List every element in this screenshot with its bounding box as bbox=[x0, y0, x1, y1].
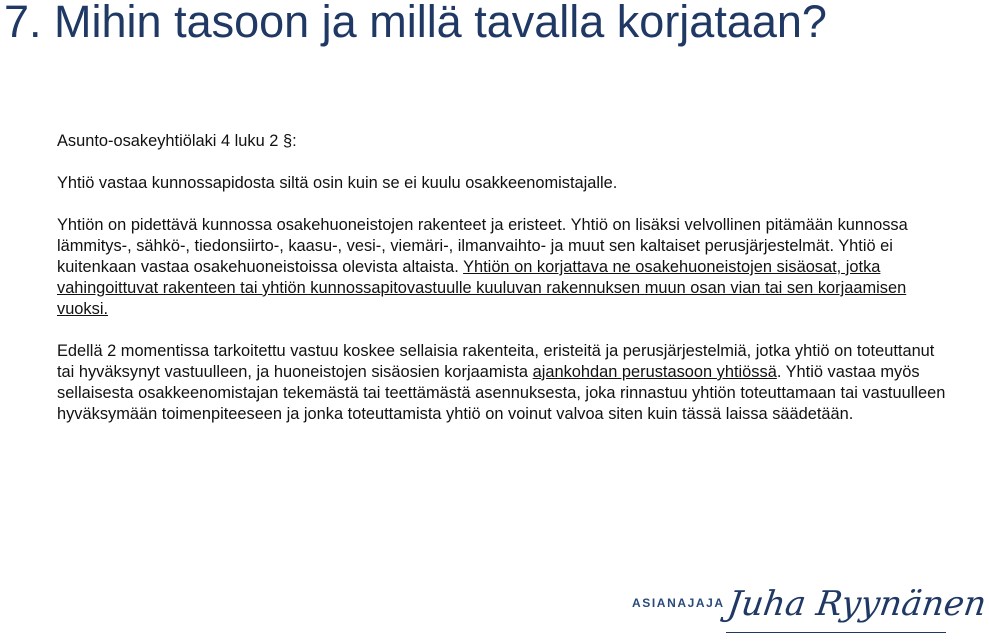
paragraph-structures-text: Yhtiön on pidettävä kunnossa osakehuoneistojen rakenteet ja eristeet. Yhtiö on lisäksi velvollinen pitämään kunnossa lämmitys-, sähkö-, tiedonsiirto-, kaasu-, vesi-, viemäri-, ilmanvaihto- ja muut sen kaltaiset perusjärjestelmät. Yhtiö ei kuitenkaan vastaa osakehuoneistoissa olevista altaista. bbox=[57, 216, 908, 276]
logo-small-text: ASIANAJAJA bbox=[632, 596, 725, 610]
paragraph-scope-text-1: Edellä 2 momentissa tarkoitettu vastuu koskee sellaisia rakenteita, eristeitä ja perusjärjestelmiä, jotka yhtiö on toteuttanut tai hyväksynyt vastuulleen, ja huoneistojen sisäosien korjaamista bbox=[57, 342, 935, 381]
logo-underline bbox=[726, 632, 946, 633]
logo-name: Juha Ryynänen bbox=[725, 584, 989, 624]
law-reference: Asunto-osakeyhtiölaki 4 luku 2 §: bbox=[57, 132, 297, 150]
paragraph-structures-underlined: Yhtiön on korjattava ne osakehuoneistojen sisäosat, jotka vahingoittuvat rakenteen tai yhtiön kunnossapitovastuulle kuuluvan rakennuksen muun osan vian tai sen korjaamisen vuoksi. bbox=[57, 258, 907, 318]
paragraph-responsibility: Yhtiö vastaa kunnossapidosta siltä osin kuin se ei kuulu osakkeenomistajalle. bbox=[57, 174, 618, 192]
paragraph-structures bbox=[57, 215, 947, 320]
company-logo bbox=[632, 584, 989, 638]
slide-title: 7. Mihin tasoon ja millä tavalla korjataan? bbox=[4, 0, 827, 47]
slide-body bbox=[57, 131, 947, 425]
paragraph-scope bbox=[57, 341, 947, 425]
paragraph-scope-underlined: ajankohdan perustasoon yhtiössä bbox=[532, 363, 777, 381]
paragraph-scope-text-2: . Yhtiö vastaa myös sellaisesta osakkeenomistajan tekemästä tai teettämästä asennuksesta, joka rinnastuu yhtiön toteuttamaan tai vastuulleen hyväksymään toimenpiteeseen ja jonka toteuttamista yhtiö on voinut valvoa siten kuin tässä laissa säädetään. bbox=[57, 363, 946, 423]
